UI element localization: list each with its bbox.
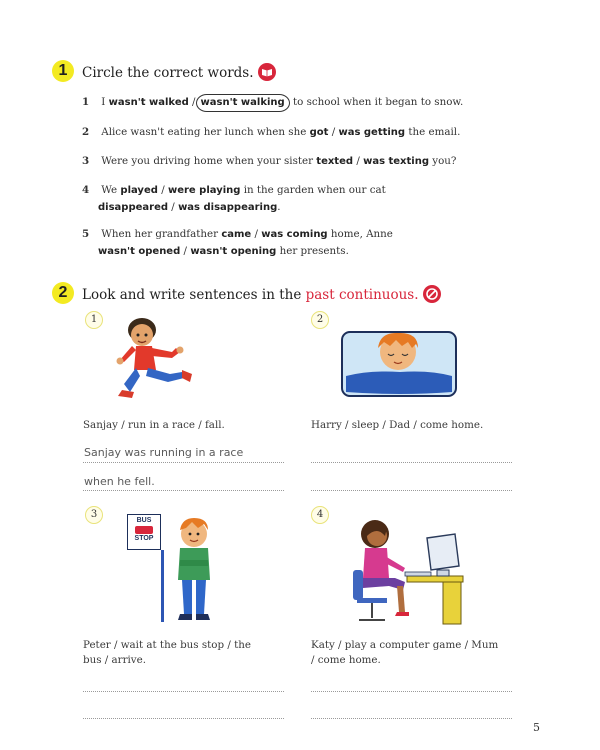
picture-3-prompt bbox=[83, 638, 251, 668]
option-2-circled[interactable]: wasn't walking bbox=[196, 94, 290, 112]
exercise-2-heading bbox=[82, 285, 441, 303]
option-separator: / bbox=[254, 228, 258, 240]
picture-4-prompt-line-2: / come home. bbox=[311, 654, 381, 666]
item-text-end: home, Anne bbox=[330, 228, 393, 240]
picture-2-number: 2 bbox=[311, 311, 329, 329]
exercise-2-title-accent: past continuous. bbox=[305, 287, 419, 303]
item-text-end: the email. bbox=[408, 126, 461, 138]
picture-1-answer-text-2: when he fell. bbox=[84, 475, 155, 488]
picture-3-answer-line-1[interactable] bbox=[83, 672, 284, 692]
bus-stop-sign-text-2: STOP bbox=[134, 535, 154, 542]
girl-at-computer-illustration bbox=[345, 516, 465, 628]
option-1[interactable]: got bbox=[309, 127, 329, 138]
item-number: 5 bbox=[82, 228, 90, 240]
exercise-1-number-badge: 1 bbox=[52, 60, 74, 82]
item-text-end: you? bbox=[432, 155, 457, 167]
option-1[interactable]: played bbox=[120, 185, 158, 196]
picture-2-answer-line-2[interactable] bbox=[311, 471, 512, 491]
picture-1-number: 1 bbox=[85, 311, 103, 329]
item-number: 4 bbox=[82, 184, 90, 196]
item-text: When her grandfather bbox=[101, 228, 219, 240]
book-icon bbox=[258, 63, 276, 81]
item-number: 2 bbox=[82, 126, 90, 138]
item-text-end: her presents. bbox=[279, 245, 349, 257]
picture-4-answer-line-2[interactable] bbox=[311, 699, 512, 719]
exercise-1-item-2 bbox=[82, 124, 460, 141]
option-separator: / bbox=[356, 155, 360, 167]
exercise-2-title: Look and write sentences in the bbox=[82, 287, 302, 303]
item-number: 1 bbox=[82, 96, 90, 108]
item-text-end: in the garden when our cat bbox=[243, 184, 386, 196]
exercise-1-item-1 bbox=[82, 94, 463, 112]
option-separator: / bbox=[192, 96, 196, 108]
picture-3-prompt-line-1: Peter / wait at the bus stop / the bbox=[83, 639, 251, 651]
item-text-end: . bbox=[277, 201, 281, 213]
option-3[interactable]: disappeared bbox=[98, 202, 169, 213]
item-text: Alice wasn't eating her lunch when she bbox=[101, 126, 307, 138]
option-2[interactable]: was getting bbox=[338, 127, 406, 138]
option-1[interactable]: came bbox=[221, 229, 252, 240]
exercise-2-number-badge: 2 bbox=[52, 282, 74, 304]
picture-4-number: 4 bbox=[311, 506, 329, 524]
sleeping-boy-illustration bbox=[340, 330, 458, 398]
picture-1-prompt: Sanjay / run in a race / fall. bbox=[83, 419, 225, 431]
page-number: 5 bbox=[533, 721, 540, 734]
option-4[interactable]: wasn't opening bbox=[190, 246, 277, 257]
option-2[interactable]: were playing bbox=[167, 185, 241, 196]
picture-3-number: 3 bbox=[85, 506, 103, 524]
item-number: 3 bbox=[82, 155, 90, 167]
picture-4-prompt bbox=[311, 638, 498, 668]
exercise-1-heading bbox=[82, 63, 276, 81]
boy-waiting-illustration bbox=[140, 512, 220, 624]
option-separator: / bbox=[331, 126, 336, 138]
picture-4-answer-line-1[interactable] bbox=[311, 672, 512, 692]
option-1[interactable]: wasn't walked bbox=[108, 97, 189, 108]
item-text: I bbox=[101, 96, 106, 108]
option-1[interactable]: texted bbox=[316, 156, 354, 167]
picture-1-answer-text-1: Sanjay was running in a race bbox=[84, 446, 244, 459]
exercise-1-title: Circle the correct words. bbox=[82, 65, 254, 81]
picture-4-prompt-line-1: Katy / play a computer game / Mum bbox=[311, 639, 499, 651]
option-2[interactable]: was coming bbox=[261, 229, 328, 240]
option-2[interactable]: was texting bbox=[363, 156, 429, 167]
running-boy-illustration bbox=[112, 312, 202, 407]
option-separator: / bbox=[183, 245, 188, 257]
option-4[interactable]: was disappearing bbox=[178, 202, 278, 213]
picture-2-answer-line-1[interactable] bbox=[311, 443, 512, 463]
picture-3-answer-line-2[interactable] bbox=[83, 699, 284, 719]
exercise-1-item-4 bbox=[82, 182, 386, 216]
option-separator: / bbox=[171, 201, 175, 213]
bus-stop-sign-text-1: BUS bbox=[136, 517, 152, 524]
option-separator: / bbox=[161, 184, 165, 196]
exercise-1-item-5 bbox=[82, 226, 393, 260]
picture-3-prompt-line-2: bus / arrive. bbox=[83, 654, 146, 666]
exercise-1-item-3 bbox=[82, 153, 456, 170]
picture-2-prompt: Harry / sleep / Dad / come home. bbox=[311, 419, 484, 431]
item-text: We bbox=[101, 184, 118, 196]
no-entry-icon bbox=[423, 285, 441, 303]
option-3[interactable]: wasn't opened bbox=[98, 246, 181, 257]
item-text: Were you driving home when your sister bbox=[101, 155, 314, 167]
item-text-end: to school when it began to snow. bbox=[292, 96, 464, 108]
